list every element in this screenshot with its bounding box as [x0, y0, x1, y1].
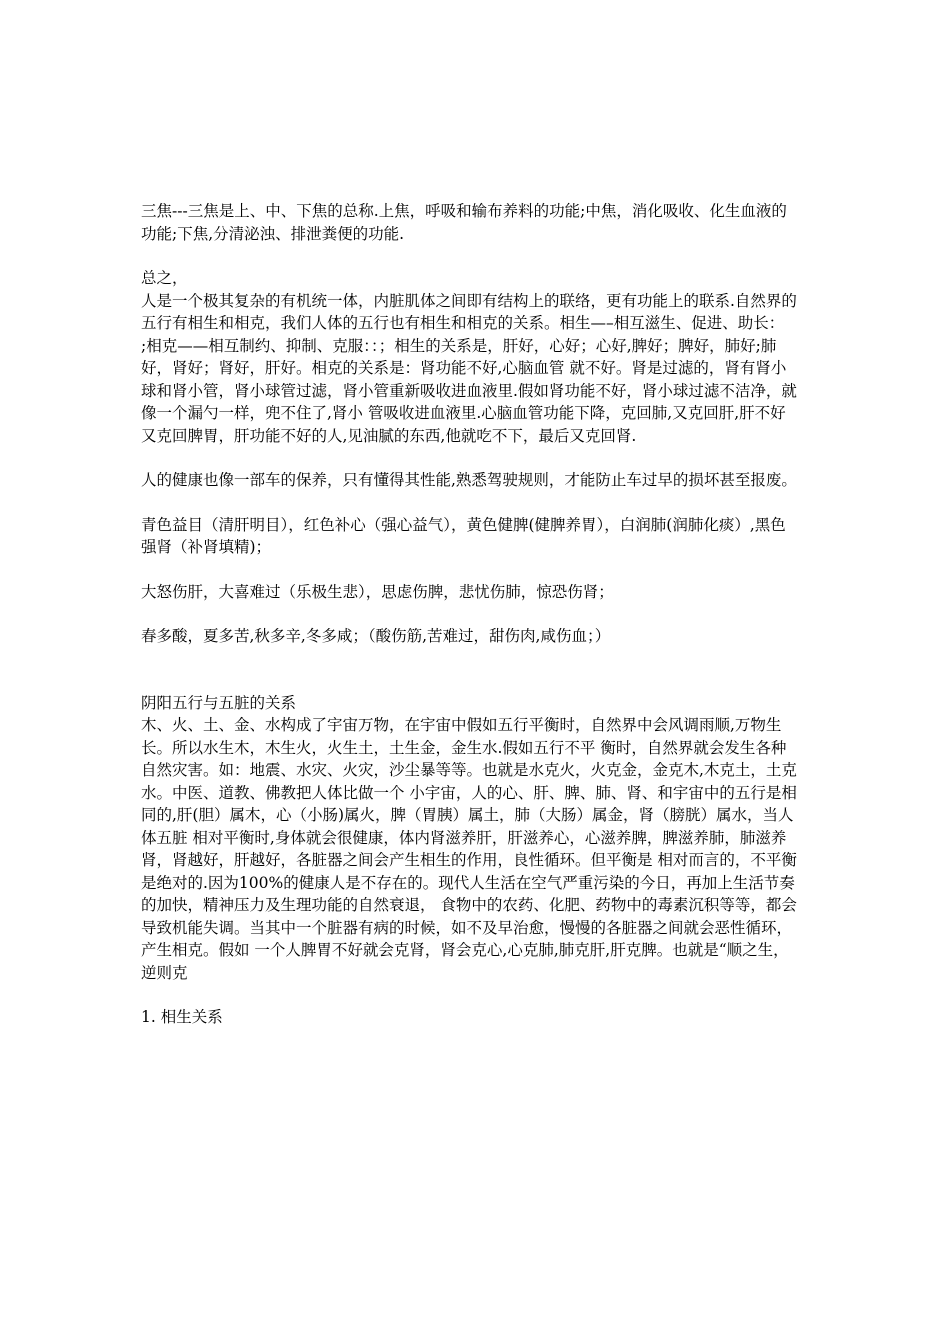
paragraph-colors: 青色益目（清肝明目），红色补心（强心益气），黄色健脾(健脾养胃），白润肺(润肺化痰）,黑色强肾（补肾填精)；	[141, 515, 786, 556]
section-heading-yinyang: 阴阳五行与五脏的关系	[141, 693, 297, 712]
spacer	[141, 245, 801, 267]
paragraph-mutual-restraint: ;相克——相互制约、抑制、克服：：；相生的关系是，肝好，心好；心好,脾好；脾好，肺好;肺好，肾好；肾好，肝好。相克的关系是：肾功能不好,心脑血管 就不好。肾是过滤的，肾有肾小球和肾小管，肾小球管过滤，肾小管重新吸收进血液里.假如肾功能不好，肾小球过滤不洁净，就像一个漏勺一样，兜不住了,肾小 管吸收进血液里.心脑血管功能下降，克回肺,又克回肝,肝不好又克回脾胃，肝功能不好的人,见油腻的东西,他就吃不下，最后又克回肾.	[141, 336, 797, 445]
paragraph-summary-heading: 总之，	[141, 269, 188, 287]
paragraph-seasons: 春多酸，夏多苦,秋多辛,冬多咸；（酸伤筋,苦难过，甜伤肉,咸伤血；）	[141, 627, 611, 645]
paragraph-sanjiao: 三焦---三焦是上、中、下焦的总称.上焦，呼吸和输布养料的功能;中焦，消化吸收、化生血液的功能;下焦,分清泌浊、排泄粪便的功能.	[141, 202, 787, 243]
paragraph-five-elements: 木、火、土、金、水构成了宇宙万物，在宇宙中假如五行平衡时，自然界中会风调雨顺,万物生长。所以水生木，木生火，火生土，土生金，金生水.假如五行不平 衡时，自然界就会发生各种自然灾害。如：地震、水灾、火灾，沙尘暴等等。也就是水克火，火克金，金克木,木克土，土克水。中医、道教、佛教把人体比做一个 小宇宙，人的心、肝、脾、肺、肾、和宇宙中的五行是相同的,肝(胆）属木，心（小肠)属火，脾（胃胰）属土，肺（大肠）属金，肾（膀胱）属水，当人体五脏 相对平衡时,身体就会很健康，体内肾滋养肝，肝滋养心，心滋养脾，脾滋养肺，肺滋养肾，肾越好，肝越好，各脏器之间会产生相生的作用，良性循环。但平衡是 相对而言的，不平衡是绝对的.因为100%的健康人是不存在的。现代人生活在空气严重污染的今日，再加上生活节奏的加快，精神压力及生理功能的自然衰退， 食物中的农药、化肥、药物中的毒素沉积等等，都会导致机能失调。当其中一个脏器有病的时候，如不及早治愈，慢慢的各脏器之间就会恶性循环，产生相克。假如 一个人脾胃不好就会克肾，肾会克心,心克肺,肺克肝,肝克脾。也就是“顺之生，逆则克	[141, 716, 797, 982]
paragraph-car-maintenance: 人的健康也像一部车的保养，只有懂得其性能,熟悉驾驶规则，才能防止车过早的损坏甚至报废。	[141, 471, 797, 489]
spacer	[141, 648, 801, 692]
paragraph-organic-whole: 人是一个极其复杂的有机统一体，内脏肌体之间即有结构上的联络，更有功能上的联系.自然界的五行有相生和相克，我们人体的五行也有相生和相克的关系。相生—–相互滋生、促进、助长：	[141, 291, 797, 332]
spacer	[141, 492, 801, 514]
paragraph-emotions: 大怒伤肝，大喜难过（乐极生悲），思虑伤脾，悲忧伤肺，惊恐伤肾；	[141, 582, 614, 601]
spacer	[141, 559, 801, 581]
list-item-generation: 1. 相生关系	[141, 1008, 223, 1026]
document-body	[141, 200, 801, 1029]
spacer	[141, 984, 801, 1006]
spacer	[141, 603, 801, 625]
spacer	[141, 447, 801, 469]
